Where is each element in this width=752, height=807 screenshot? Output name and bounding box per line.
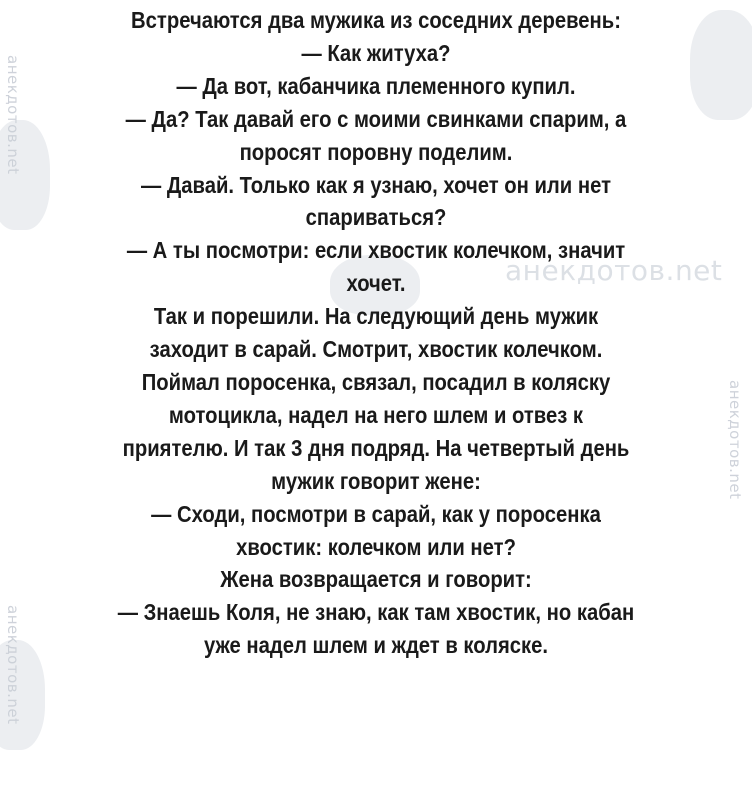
joke-line: хвостик: колечком или нет? — [236, 533, 516, 560]
joke-line: — Как житуха? — [301, 39, 451, 66]
joke-line: мотоцикла, надел на него шлем и отвез к — [168, 401, 584, 428]
joke-line: уже надел шлем и ждет в коляске. — [203, 632, 549, 659]
joke-line: заходит в сарай. Смотрит, хвостик колечком. — [149, 336, 603, 363]
joke-line: — Да вот, кабанчика племенного купил. — [176, 72, 576, 99]
joke-line: — Да? Так давай его с моими свинками спарим, а — [125, 105, 627, 132]
joke-line: Поймал поросенка, связал, посадил в коляску — [141, 368, 611, 395]
joke-line: — А ты посмотри: если хвостик колечком, значит — [126, 237, 626, 264]
joke-line: спариваться? — [305, 204, 447, 231]
joke-line: Встречаются два мужика из соседних деревень: — [131, 7, 621, 33]
watermark-right: анекдотов.net — [726, 380, 744, 500]
joke-line: Жена возвращается и говорит: — [220, 566, 532, 593]
watermark-left-top: анекдотов.net — [4, 55, 22, 175]
joke-line: мужик говорит жене: — [271, 467, 481, 494]
joke-line: приятелю. И так 3 дня подряд. На четвертый день — [122, 434, 630, 461]
watermark-left-bottom: анекдотов.net — [4, 605, 22, 725]
joke-line: — Сходи, посмотри в сарай, как у поросенка — [151, 500, 601, 527]
joke-line: поросят поровну поделим. — [239, 138, 513, 165]
joke-text — [52, 4, 700, 662]
joke-line: — Знаешь Коля, не знаю, как там хвостик, но кабан — [117, 599, 635, 626]
joke-line: — Давай. Только как я узнаю, хочет он или нет — [140, 171, 611, 198]
joke-line: хочет. — [346, 270, 406, 297]
joke-line: Так и порешили. На следующий день мужик — [153, 303, 599, 330]
watermark-center: анекдотов.net — [505, 254, 723, 287]
